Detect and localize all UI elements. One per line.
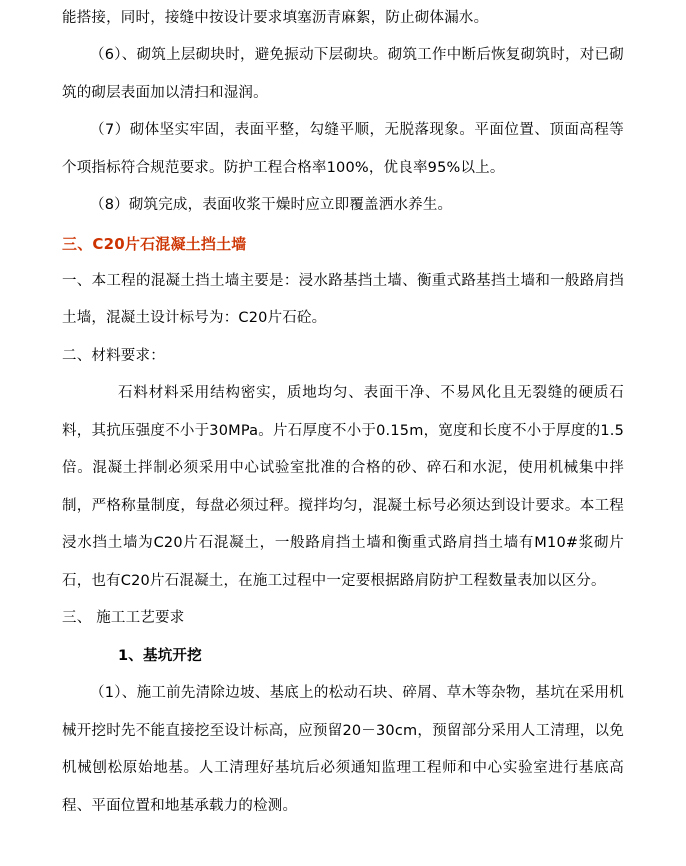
paragraph-continued-top: 能搭接，同时，接缝中按设计要求填塞沥青麻絮，防止砌体漏水。 — [62, 10, 489, 26]
section-heading-three: 三、C20片石混凝土挡土墙 — [62, 234, 247, 253]
paragraph-subheading-foundation-excavation: 1、基坑开挖 — [118, 647, 202, 664]
paragraph-item-7: （7）砌体坚实牢固，表面平整，勾缝平顺，无脱落现象。平面位置、顶面高程等个项指标符合规范要求。防护工程合格率100%，优良率95%以上。 — [62, 122, 624, 176]
paragraph-section-2: 二、材料要求： — [62, 347, 165, 364]
paragraph-section-1: 一、本工程的混凝土挡土墙主要是：浸水路基挡土墙、衡重式路基挡土墙和一般路肩挡土墙，混凝土设计标号为：C20片石砼。 — [62, 272, 624, 326]
document-body — [62, 0, 624, 825]
paragraph-item-8: （8）砌筑完成，表面收浆干燥时应立即覆盖洒水养生。 — [90, 197, 453, 213]
paragraph-section-3: 三、 施工工艺要求 — [62, 610, 185, 626]
paragraph-subitem-1-1: （1）、施工前先清除边坡、基底上的松动石块、碎屑、草木等杂物，基坑在采用机械开挖时先不能直接挖至设计标高，应预留20－30cm，预留部分采用人工清理，以免机械刨松原始地基。人工清理好基坑后必须通知监理工程师和中心实验室进行基底高程、平面位置和地基承载力的检测。 — [62, 685, 624, 814]
paragraph-material-requirements: 石料材料采用结构密实，质地均匀、表面干净、不易风化且无裂缝的硬质石料，其抗压强度不小于30MPa。片石厚度不小于0.15m，宽度和长度不小于厚度的1.5倍。混凝土拌制必须采用中心试验室批准的合格的砂、碎石和水泥，使用机械集中拌制，严格称量制度，每盘必须过秤。搅拌均匀，混凝土标号必须达到设计要求。本工程浸水挡土墙为C20片石混凝土，一般路肩挡土墙和衡重式路肩挡土墙有M10#浆砌片石，也有C20片石混凝土，在施工过程中一定要根据路肩防护工程数量表加以区分。 — [62, 385, 624, 589]
paragraph-item-6: （6）、砌筑上层砌块时，避免振动下层砌块。砌筑工作中断后恢复砌筑时，对已砌筑的砌层表面加以清扫和湿润。 — [62, 47, 624, 101]
